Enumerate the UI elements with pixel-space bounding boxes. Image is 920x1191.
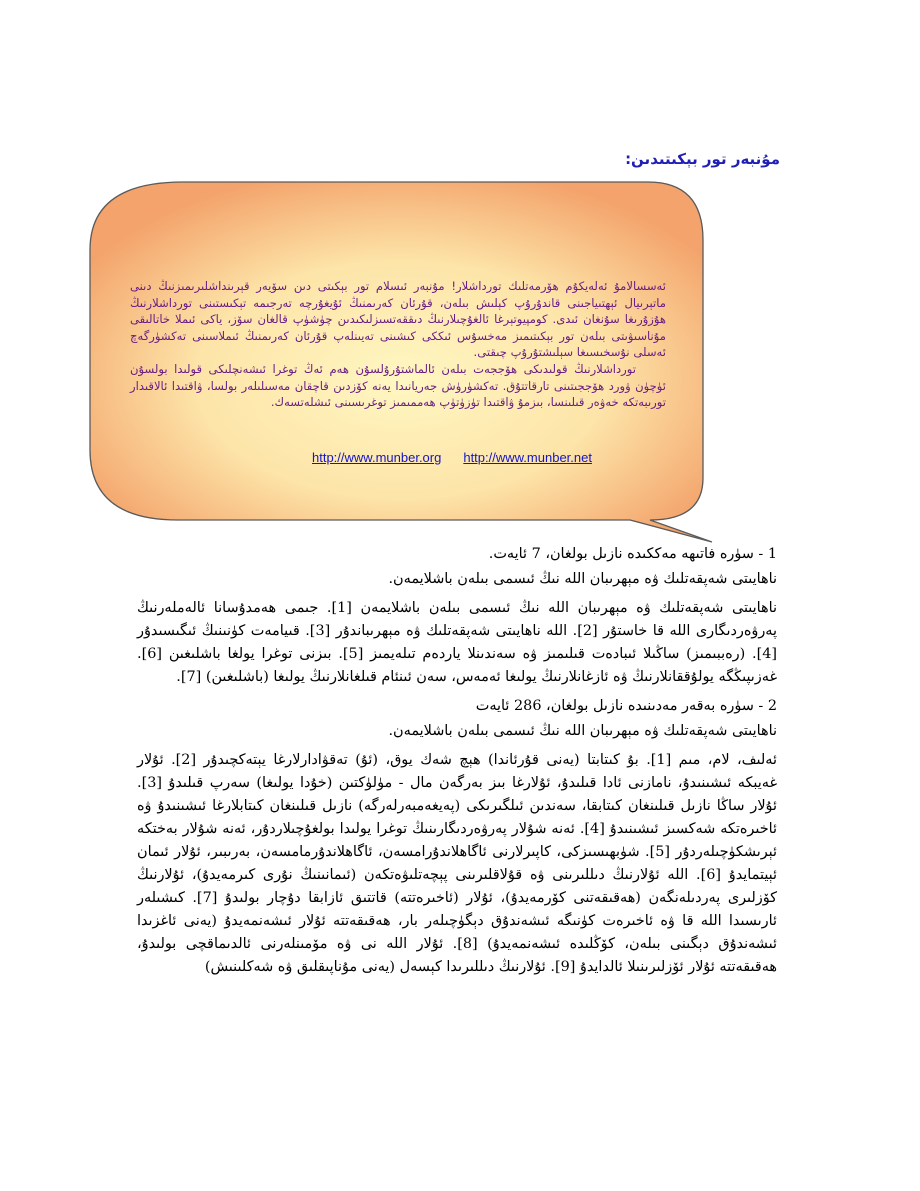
main-text bbox=[137, 543, 777, 985]
bubble-text bbox=[130, 278, 666, 411]
surah-1-bismillah: ناھايىتى شەپقەتلىك ۋە مېھرىبان اللە نىڭ ئىسمى بىلەن باشلايمەن. bbox=[388, 571, 777, 587]
surah-2-bismillah: ناھايىتى شەپقەتلىك ۋە مېھرىبان اللە نىڭ ئىسمى بىلەن باشلايمەن. bbox=[388, 723, 777, 739]
link-munber-org[interactable]: http://www.munber.org bbox=[312, 450, 442, 465]
bubble-links bbox=[312, 450, 662, 465]
surah-1-text: ناھايىتى شەپقەتلىك ۋە مېھرىبان اللە نىڭ ئىسمى بىلەن باشلايمەن [1]. جىمى ھەمدۇسانا ئالەملەرنىڭ پەرۋەردىگارى اللە قا خاستۇر [2]. اللە ناھايىتى شەپقەتلىك ۋە مېھرىباندۇر [3]. قىيامەت كۈنىنىڭ ئىگىسىدۇر [4]. (رەببىمىز) ساڭىلا ئىبادەت قىلىمىز ۋە سەندىنلا ياردەم تىلەيمىز [5]. بىزنى توغرا يولغا باشلىغىن [6]. غەزىپىڭگە يولۇققانلارنىڭ ۋە ئازغانلارنىڭ يولىغا ئەمەس، سەن ئىنئام قىلغانلارنىڭ يولىغا (باشلىغىن) [7]. bbox=[137, 600, 778, 685]
surah-1-title: 1 - سۈرە فاتىھە مەككىدە نازىل بولغان، 7 ئايەت. bbox=[488, 546, 777, 562]
bubble-paragraph-1: ئەسسالامۇ ئەلەيكۇم ھۆرمەتلىك تورداشلار! مۇنبەر ئىسلام تور بېكىتى دىن سۆيەر قېرىنداشلىرىمىزنىڭ دىنى ماتېرىيال ئېھتىياجىنى قاندۇرۇپ كېلىش بىلەن، قۇرئان كەرىمنىڭ ئۇيغۇرچە تەرجىمە تېكىستىنى تورداشلارنىڭ ھۇزۇرىغا سۇنغان ئىدى. كومپيوتېرغا ئالغۇچىلارنىڭ دىققەتسىزلىكىدىن چۈشۈپ قالغان سۆز، ياكى ئىملا خاتالىقى مۇناسىۋىتى بىلەن تور بېكىتىمىز مەخسۇس ئىككى كىشىنى تەيىنلەپ قۇرئان كەرىمنىڭ ئىملاسىنى تەكشۈرگەچ ئەسلى نۇسخىسىغا سېلىشتۇرۇپ چىقتى. bbox=[130, 279, 666, 360]
surah-2-text: ئەلىف، لام، مىم [1]. بۇ كىتابتا (يەنى قۇرئاندا) ھېچ شەك يوق، (ئۇ) تەقۋادارلارغا يېتەكچىدۇر [2]. ئۇلار غەيبكە ئىشىنىدۇ، نامازنى ئادا قىلىدۇ، ئۇلارغا بىز بەرگەن مال - مۈلۈكتىن (خۇدا يولىغا) سەرپ قىلىدۇ [3]. ئۇلار ساڭا نازىل قىلىنغان كىتابقا، سەندىن ئىلگىرىكى (پەيغەمبەرلەرگە) نازىل قىلىنغان كىتابلارغا ئىشىنىدۇ ۋە ئاخىرەتكە شەكسىز ئىشىنىدۇ [4]. ئەنە شۇلار پەرۋەردىگارىنىڭ توغرا يولىدا بولغۇچىلاردۇر، ئەنە شۇلار بەختكە ئېرىشكۈچىلەردۇر [5]. شۈبھىسىزكى، كاپىرلارنى ئاگاھلاندۇرامسەن، ئاگاھلاندۇرمامسەن، بەرىبىر، ئۇلار ئىمان ئېيتمايدۇ [6]. اللە ئۇلارنىڭ دىللىرىنى ۋە قۇلاقلىرىنى پېچەتلىۋەتكەن (ئىمانىنىڭ نۇرى كىرمەيدۇ)، ئۇلارنىڭ كۆزلىرى پەردىلەنگەن (ھەقىقەتنى كۆرمەيدۇ)، ئۇلار (ئاخىرەتتە) قاتتىق ئازابقا دۇچار بولىدۇ [7]. كىشىلەر ئارىسىدا اللە قا ۋە ئاخىرەت كۈنىگە ئىشەندۇق دېگۈچىلەر بار، ھەقىقەتتە ئۇلار ئىشەنمەيدۇ (يەنى ئاغزىدا ئىشەندۇق دېگىنى بىلەن، كۆڭلىدە ئىشەنمەيدۇ) [8]. ئۇلار اللە نى ۋە مۆمىنلەرنى ئالدىماقچى بولىدۇ، ھەقىقەتتە ئۇلار ئۆزلىرىنىلا ئالدايدۇ [9]. ئۇلارنىڭ دىللىرىدا كېسەل (يەنى مۇناپىقلىق ۋە شەكلىنىش) bbox=[137, 752, 778, 975]
link-munber-net[interactable]: http://www.munber.net bbox=[463, 450, 592, 465]
page-heading: مۇنبەر تور بېكىتىدىن: bbox=[625, 150, 780, 168]
bubble-paragraph-2: تورداشلارنىڭ قولىدىكى ھۆججەت بىلەن ئالماشتۇرۇلسۇن ھەم ئەڭ توغرا ئىشەنچلىكى قولىدا بولسۇن ئۈچۈن ۋورد ھۆججىتىنى تارقاتتۇق. تەكشۈرۈش جەريانىدا يەنە كۆزدىن قاچقان مەسىلىلەر بولسا، ۋاقتىدا ئالاقىدار تورىبەتكە خەۋەر قىلىنسا، بىزمۇ ۋاقتىدا تۈزۈتۈپ ھەممىمىز توغرىسىنى ئىشلەتسەك. bbox=[130, 361, 666, 410]
surah-2-title: 2 - سۈرە بەقەر مەدىنىدە نازىل بولغان، 286 ئايەت bbox=[475, 698, 777, 714]
